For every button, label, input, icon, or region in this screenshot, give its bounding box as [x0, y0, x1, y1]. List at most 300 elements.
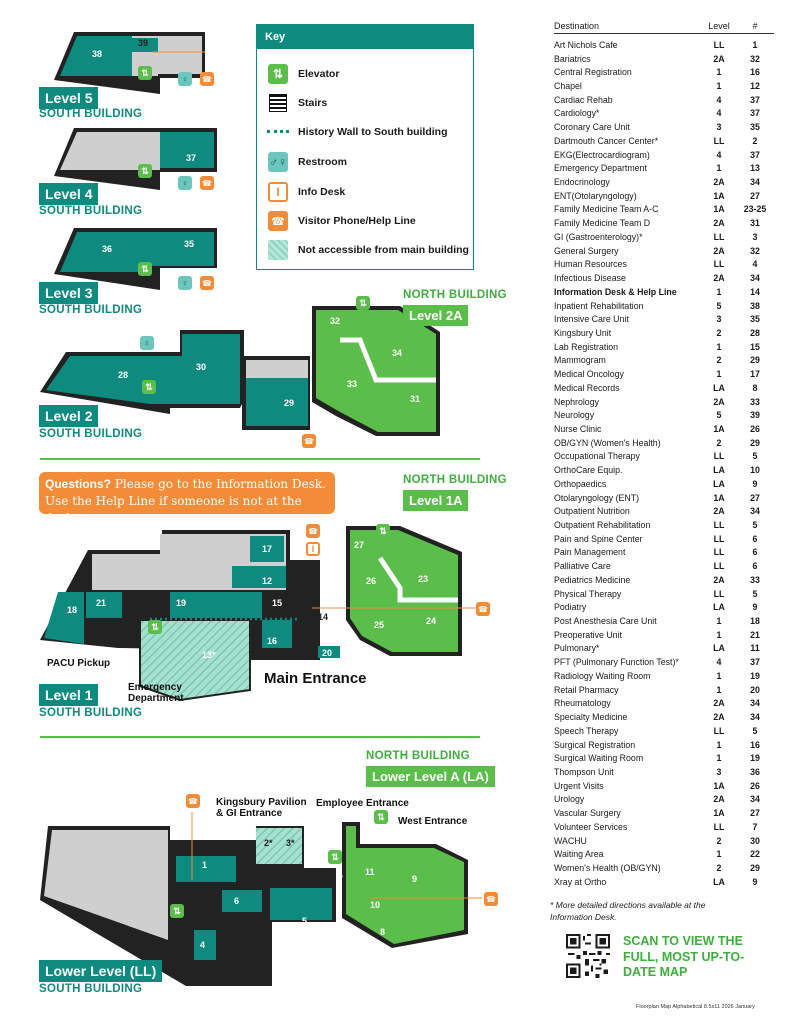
destination-cell: Speech Therapy	[554, 725, 619, 736]
number-cell: 5	[752, 725, 758, 736]
room-27: 27	[354, 540, 365, 550]
header-number: #	[752, 21, 758, 31]
level-cell: LL	[713, 821, 725, 832]
room-16: 16	[267, 636, 278, 646]
directory-row	[554, 738, 774, 752]
restroom-icon: ♀	[178, 176, 192, 190]
directory-row	[554, 779, 774, 793]
directory-row	[554, 587, 774, 601]
room-12: 12	[262, 576, 273, 586]
level4-building: SOUTH BUILDING	[39, 205, 143, 217]
number-cell: 34	[750, 273, 760, 284]
destination-cell: Volunteer Services	[554, 821, 628, 832]
destination-cell: Pain Management	[554, 547, 626, 558]
directory-row	[554, 408, 774, 422]
levella-badge: Lower Level A (LA)	[366, 766, 495, 787]
destination-cell: Orthopaedics	[554, 478, 607, 489]
level-cell: 3	[716, 766, 722, 777]
number-cell: 33	[750, 574, 760, 585]
level3-building: SOUTH BUILDING	[39, 304, 143, 316]
level-cell: 1	[716, 286, 722, 297]
number-cell: 35	[750, 314, 760, 325]
directory-row	[554, 504, 774, 518]
levelll-building: SOUTH BUILDING	[39, 983, 143, 995]
destination-cell: OrthoCare Equip.	[554, 465, 623, 476]
directory-header	[554, 18, 774, 34]
level-cell: LL	[713, 547, 725, 558]
number-cell: 34	[750, 177, 760, 188]
destination-cell: OB/GYN (Women's Health)	[554, 437, 661, 448]
level-cell: LA	[713, 876, 725, 887]
number-cell: 5	[752, 588, 758, 599]
directory-row	[554, 340, 774, 354]
elevator-icon: ⇅	[142, 380, 156, 394]
destination-cell: Neurology	[554, 410, 595, 421]
room-34: 34	[392, 348, 403, 358]
level-cell: LA	[713, 643, 725, 654]
destination-cell: Specialty Medicine	[554, 712, 628, 723]
level-cell: LL	[713, 451, 725, 462]
destination-cell: Human Resources	[554, 259, 627, 270]
directory-row	[554, 367, 774, 381]
room-9: 9	[412, 874, 418, 884]
directory-row	[554, 52, 774, 66]
level-cell: 2A	[713, 273, 725, 284]
phone-icon: ☎	[306, 524, 320, 538]
destination-cell: Surgical Waiting Room	[554, 753, 644, 764]
destination-cell: GI (Gastroenterology)*	[554, 231, 643, 242]
destination-cell: PFT (Pulmonary Function Test)*	[554, 657, 679, 668]
number-cell: 13	[750, 163, 760, 174]
room-21: 21	[96, 598, 107, 608]
number-cell: 34	[750, 698, 760, 709]
destination-cell: Otolaryngology (ENT)	[554, 492, 640, 503]
number-cell: 31	[750, 218, 760, 229]
footer-text: Floorplan Map Alphabetical 8.5x11 2026 January	[636, 1004, 755, 1010]
directory-row	[554, 244, 774, 258]
level-cell: 1A	[713, 808, 725, 819]
level-cell: 2A	[713, 245, 725, 256]
number-cell: 34	[750, 506, 760, 517]
level-cell: 1A	[713, 423, 725, 434]
kingsbury-entrance-label: Kingsbury Pavilion & GI Entrance	[216, 797, 307, 819]
room-14: 14	[318, 612, 329, 622]
level1-building: SOUTH BUILDING	[39, 707, 143, 719]
number-cell: 8	[752, 382, 758, 393]
room-28: 28	[118, 370, 129, 380]
room-3: 3*	[286, 838, 295, 848]
directory-row	[554, 518, 774, 532]
directory-row	[554, 65, 774, 79]
directory-row	[554, 559, 774, 573]
destination-cell: Rheumatology	[554, 698, 611, 709]
directory-row	[554, 793, 774, 807]
number-cell: 6	[752, 547, 758, 558]
level-cell: 2A	[713, 574, 725, 585]
restroom-icon: ♀	[178, 72, 192, 86]
room-1: 1	[202, 860, 208, 870]
level-cell: LL	[713, 588, 725, 599]
level-cell: LL	[713, 259, 725, 270]
number-cell: 19	[750, 670, 760, 681]
phone-icon: ☎	[200, 276, 214, 290]
level-cell: 2A	[713, 177, 725, 188]
number-cell: 19	[750, 753, 760, 764]
room-26: 26	[366, 576, 377, 586]
level-cell: 1	[716, 739, 722, 750]
room-29: 29	[284, 398, 295, 408]
number-cell: 21	[750, 629, 760, 640]
elevator-icon: ⇅	[268, 64, 288, 84]
destination-cell: Nurse Clinic	[554, 423, 602, 434]
number-cell: 38	[750, 300, 760, 311]
key-item	[267, 92, 327, 114]
number-cell: 27	[750, 492, 760, 503]
levella-north: NORTH BUILDING	[366, 750, 470, 762]
level-cell: 5	[716, 300, 722, 311]
elevator-icon: ⇅	[376, 524, 390, 538]
number-cell: 37	[750, 108, 760, 119]
elevator-icon: ⇅	[328, 850, 342, 864]
level-cell: 2	[716, 327, 722, 338]
key-label: Elevator	[298, 68, 340, 80]
number-cell: 29	[750, 355, 760, 366]
key-item	[267, 151, 347, 173]
questions-banner	[39, 472, 335, 525]
directory-row	[554, 573, 774, 587]
footnote: * More detailed directions available at the Information Desk.	[550, 900, 706, 922]
employee-entrance-label: Employee Entrance	[316, 798, 409, 809]
key-label: Info Desk	[298, 186, 346, 198]
directory-row	[554, 175, 774, 189]
number-cell: 34	[750, 712, 760, 723]
phone-icon: ☎	[302, 434, 316, 448]
levelll-badge: Lower Level (LL)	[39, 960, 162, 982]
level-cell: 2A	[713, 712, 725, 723]
destination-cell: Urology	[554, 794, 585, 805]
destination-cell: General Surgery	[554, 245, 619, 256]
directory-row	[554, 724, 774, 738]
levella-plan	[338, 822, 482, 948]
destination-cell: Central Registration	[554, 67, 632, 78]
destination-cell: Coronary Care Unit	[554, 122, 630, 133]
number-cell: 6	[752, 561, 758, 572]
number-cell: 11	[750, 643, 760, 654]
level-cell: LA	[713, 478, 725, 489]
directory	[554, 18, 774, 889]
number-cell: 29	[750, 862, 760, 873]
room-11: 11	[365, 867, 375, 877]
level2a-badge: Level 2A	[403, 305, 468, 326]
number-cell: 22	[750, 849, 760, 860]
destination-cell: EKG(Electrocardiogram)	[554, 149, 650, 160]
destination-cell: Chapel	[554, 81, 582, 92]
number-cell: 16	[750, 67, 760, 78]
elevator-icon: ⇅	[138, 66, 152, 80]
directory-row	[554, 655, 774, 669]
room-25: 25	[374, 620, 385, 630]
number-cell: 37	[750, 94, 760, 105]
directory-row	[554, 381, 774, 395]
directory-rows	[554, 34, 774, 889]
destination-cell: Inpatient Rehabilitation	[554, 300, 644, 311]
directory-row	[554, 861, 774, 875]
directory-row	[554, 477, 774, 491]
header-level: Level	[708, 21, 730, 31]
number-cell: 4	[752, 259, 758, 270]
room-4: 4	[200, 940, 206, 950]
restroom-icon: ♀	[140, 336, 154, 350]
room-6: 6	[234, 896, 240, 906]
room-5: 5	[302, 916, 308, 926]
destination-cell: Medical Oncology	[554, 369, 624, 380]
directory-row	[554, 546, 774, 560]
level2a-north: NORTH BUILDING	[403, 289, 507, 301]
room-20: 20	[322, 648, 333, 658]
destination-cell: Intensive Care Unit	[554, 314, 629, 325]
destination-cell: Art Nichols Cafe	[554, 39, 618, 50]
destination-cell: Family Medicine Team D	[554, 218, 651, 229]
directory-row	[554, 271, 774, 285]
level-cell: 2A	[713, 218, 725, 229]
room-32: 32	[330, 316, 341, 326]
level5-building: SOUTH BUILDING	[39, 108, 143, 120]
destination-cell: Cardiac Rehab	[554, 94, 613, 105]
number-cell: 18	[750, 616, 760, 627]
number-cell: 34	[750, 794, 760, 805]
number-cell: 26	[750, 780, 760, 791]
level-cell: 1	[716, 684, 722, 695]
destination-cell: Endocrinology	[554, 177, 610, 188]
phone-icon: ☎	[200, 176, 214, 190]
destination-cell: Nephrology	[554, 396, 599, 407]
destination-cell: Bariatrics	[554, 53, 591, 64]
room-31: 31	[410, 394, 421, 404]
number-cell: 9	[752, 876, 758, 887]
key-label: Not accessible from main building	[298, 244, 469, 256]
directory-row	[554, 875, 774, 889]
room-7: 7	[338, 874, 344, 884]
level-cell: 1	[716, 670, 722, 681]
elevator-icon: ⇅	[138, 262, 152, 276]
directory-row	[554, 463, 774, 477]
room-17: 17	[262, 544, 273, 554]
number-cell: 37	[750, 657, 760, 668]
number-cell: 5	[752, 451, 758, 462]
number-cell: 16	[750, 739, 760, 750]
level-cell: 1A	[713, 190, 725, 201]
questions-line1: Please go to the Information Desk.	[111, 477, 326, 491]
restroom-icon: ♀	[178, 276, 192, 290]
info-desk-icon: I	[306, 542, 320, 556]
level-cell: 1	[716, 341, 722, 352]
room-18: 18	[67, 605, 78, 615]
destination-cell: Radiology Waiting Room	[554, 670, 651, 681]
west-entrance-label: West Entrance	[398, 816, 468, 827]
number-cell: 12	[750, 81, 760, 92]
directory-row	[554, 134, 774, 148]
key-item	[267, 239, 469, 261]
room-13: 13*	[202, 650, 216, 660]
destination-cell: Post Anesthesia Care Unit	[554, 616, 657, 627]
level-cell: LL	[713, 725, 725, 736]
directory-row	[554, 600, 774, 614]
room-33: 33	[347, 379, 358, 389]
level-cell: 1	[716, 163, 722, 174]
key-label: History Wall to South building	[298, 126, 448, 138]
destination-cell: Waiting Area	[554, 849, 604, 860]
number-cell: 5	[752, 520, 758, 531]
level-cell: LL	[713, 135, 725, 146]
divider	[40, 458, 480, 460]
number-cell: 29	[750, 437, 760, 448]
level1-badge: Level 1	[39, 684, 98, 706]
room-23: 23	[418, 574, 429, 584]
number-cell: 14	[750, 286, 760, 297]
map-key	[256, 24, 474, 270]
number-cell: 36	[750, 766, 760, 777]
destination-cell: ENT(Otolaryngology)	[554, 190, 637, 201]
directory-row	[554, 642, 774, 656]
level5-badge: Level 5	[39, 87, 98, 109]
destination-cell: Infectious Disease	[554, 273, 626, 284]
level-cell: LL	[713, 520, 725, 531]
directory-row	[554, 230, 774, 244]
room-35: 35	[184, 239, 195, 249]
destination-cell: Podiatry	[554, 602, 587, 613]
history-wall-icon	[267, 130, 289, 134]
level-cell: 1	[716, 753, 722, 764]
divider	[40, 736, 480, 738]
level-cell: 2	[716, 355, 722, 366]
room-2: 2*	[264, 838, 273, 848]
level3-badge: Level 3	[39, 282, 98, 304]
destination-cell: Family Medicine Team A-C	[554, 204, 659, 215]
destination-cell: Thompson Unit	[554, 766, 614, 777]
level-cell: 1	[716, 629, 722, 640]
directory-row	[554, 189, 774, 203]
level-cell: 2	[716, 862, 722, 873]
directory-row	[554, 710, 774, 724]
number-cell: 7	[752, 821, 758, 832]
destination-cell: Pain and Spine Center	[554, 533, 643, 544]
room-39: 39	[138, 38, 149, 48]
level2-badge: Level 2	[39, 405, 98, 427]
pacu-pickup-label: PACU Pickup	[47, 658, 111, 669]
elevator-icon: ⇅	[138, 164, 152, 178]
key-label: Restroom	[298, 156, 348, 168]
destination-cell: Outpatient Nutrition	[554, 506, 630, 517]
phone-icon: ☎	[476, 602, 490, 616]
level-cell: 3	[716, 122, 722, 133]
level-cell: 1A	[713, 492, 725, 503]
directory-row	[554, 395, 774, 409]
directory-row	[554, 93, 774, 107]
room-37: 37	[186, 153, 197, 163]
phone-icon: ☎	[484, 892, 498, 906]
level4-badge: Level 4	[39, 183, 98, 205]
key-label: Stairs	[298, 97, 328, 109]
level-cell: 2A	[713, 396, 725, 407]
level1a-plan	[346, 526, 462, 656]
level-cell: 2A	[713, 506, 725, 517]
phone-icon: ☎	[200, 72, 214, 86]
level-cell: 2A	[713, 53, 725, 64]
level-cell: LA	[713, 382, 725, 393]
directory-row	[554, 120, 774, 134]
main-entrance-label: Main Entrance	[264, 670, 367, 687]
restroom-icon: ♂♀	[268, 152, 288, 172]
destination-cell: Pulmonary*	[554, 643, 600, 654]
number-cell: 32	[750, 245, 760, 256]
qr-code[interactable]	[566, 934, 610, 978]
directory-row	[554, 765, 774, 779]
number-cell: 30	[750, 835, 760, 846]
elevator-icon: ⇅	[148, 620, 162, 634]
destination-cell: Palliative Care	[554, 561, 611, 572]
number-cell: 26	[750, 423, 760, 434]
directory-row	[554, 491, 774, 505]
directory-row	[554, 820, 774, 834]
directory-row	[554, 628, 774, 642]
directory-row	[554, 436, 774, 450]
number-cell: 15	[750, 341, 760, 352]
questions-bold: Questions?	[45, 477, 112, 491]
level-cell: 1	[716, 369, 722, 380]
key-item	[267, 63, 339, 85]
directory-row	[554, 697, 774, 711]
elevator-icon: ⇅	[356, 296, 370, 310]
directory-row	[554, 148, 774, 162]
key-title: Key	[257, 25, 473, 49]
scan-cta: SCAN TO VIEW THE FULL, MOST UP-TO-DATE MAP	[623, 934, 745, 979]
destination-cell: Surgical Registration	[554, 739, 636, 750]
level-cell: 2A	[713, 698, 725, 709]
level-cell: 1	[716, 616, 722, 627]
directory-row	[554, 669, 774, 683]
room-38: 38	[92, 49, 103, 59]
room-30: 30	[196, 362, 207, 372]
level-cell: 3	[716, 314, 722, 325]
room-36: 36	[102, 244, 113, 254]
destination-cell: Vascular Surgery	[554, 808, 621, 819]
level-cell: 4	[716, 657, 722, 668]
directory-row	[554, 312, 774, 326]
info-desk-icon: I	[268, 182, 288, 202]
number-cell: 9	[752, 602, 758, 613]
level-cell: LA	[713, 465, 725, 476]
room-19: 19	[176, 598, 187, 608]
directory-row	[554, 38, 774, 52]
room-15: 15	[272, 598, 283, 608]
destination-cell: Cardiology*	[554, 108, 600, 119]
level-cell: LA	[713, 602, 725, 613]
number-cell: 17	[750, 369, 760, 380]
directory-row	[554, 216, 774, 230]
directory-row	[554, 751, 774, 765]
number-cell: 20	[750, 684, 760, 695]
directory-row	[554, 450, 774, 464]
number-cell: 2	[752, 135, 758, 146]
level-cell: 1	[716, 67, 722, 78]
level2-building: SOUTH BUILDING	[39, 428, 143, 440]
key-label: Visitor Phone/Help Line	[298, 215, 416, 227]
directory-row	[554, 299, 774, 313]
number-cell: 37	[750, 149, 760, 160]
destination-cell: Preoperative Unit	[554, 629, 622, 640]
level-cell: 1A	[713, 780, 725, 791]
directory-row	[554, 354, 774, 368]
